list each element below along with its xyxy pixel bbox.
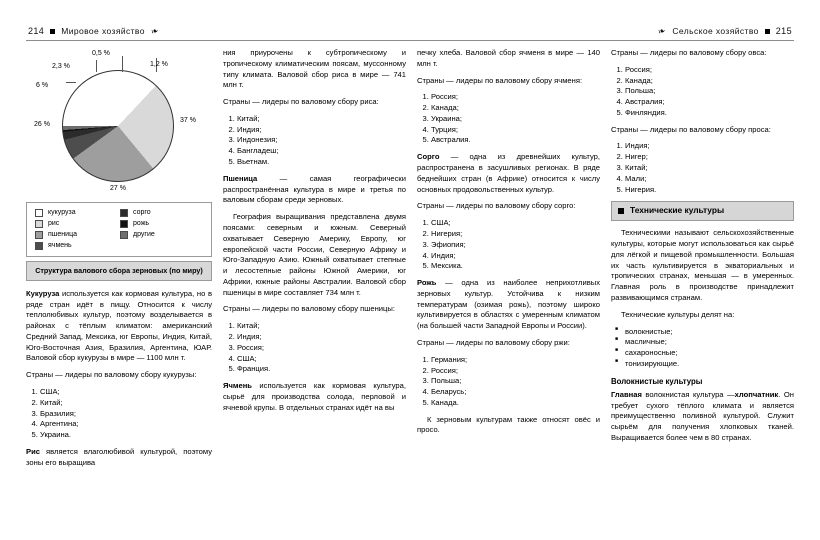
millet-leaders-list bbox=[611, 141, 794, 195]
list-item: 2. Канада; bbox=[625, 76, 794, 87]
term-maize: Кукуруза bbox=[26, 288, 60, 298]
legend-swatch-wheat bbox=[35, 231, 43, 239]
list-item: 4. Мали; bbox=[625, 174, 794, 185]
list-item: 3. Бразилия; bbox=[40, 409, 212, 420]
section-header-label: Технические культуры bbox=[630, 205, 725, 216]
list-item: 1. США; bbox=[40, 387, 212, 398]
legend-label: рис bbox=[48, 219, 60, 227]
paragraph-rye bbox=[417, 278, 600, 332]
list-item: 3. Россия; bbox=[237, 343, 406, 354]
list-item: 1. Россия; bbox=[625, 65, 794, 76]
column-2 bbox=[223, 48, 406, 526]
running-head-left-title: Мировое хозяйство bbox=[61, 26, 145, 36]
legend-item bbox=[35, 208, 120, 219]
square-bullet-icon bbox=[618, 208, 624, 214]
list-item: 5. Нигерия. bbox=[625, 185, 794, 196]
rice-leaders-list bbox=[223, 114, 406, 168]
term-main: Главная bbox=[611, 389, 642, 399]
list-item: 5. Австралия. bbox=[431, 135, 600, 146]
list-item: ■ волокнистые; bbox=[625, 327, 794, 338]
list-item: 5. Мексика. bbox=[431, 261, 600, 272]
page-number-left: 214 bbox=[28, 26, 45, 36]
leaf-icon: ❧ bbox=[149, 24, 161, 37]
maize-leaders-list bbox=[26, 387, 212, 441]
wheat-leaders-list bbox=[223, 321, 406, 375]
list-item: 5. Украина. bbox=[40, 430, 212, 441]
pie-label-rice: 27 % bbox=[110, 185, 126, 192]
paragraph-wheat-text: — самая географически распространённая культура в мире и третья по валовым сборам среди зерновых. bbox=[223, 173, 406, 205]
column-3 bbox=[417, 48, 600, 526]
subsection-title-fiber-crops: Волокнистые культуры bbox=[611, 376, 703, 386]
paragraph-wheat-geography: География выращивания представлена двумя поясами: северным и южным. Северный охватывает Северную Америку, Европу, юг европейской части России, Северную Африку и Юго-Западную Азию. Южный охватывает степные и лесостепные районы Южной Америки, юг Африки, южные районы Австралии. Валовой сбор пшеницы в мире составляет 734 млн т. bbox=[223, 212, 406, 297]
columns-container bbox=[26, 48, 794, 526]
list-item: 5. Канада. bbox=[431, 398, 600, 409]
paragraph-barley-cont: печку хлеба. Валовой сбор ячменя в мире — 140 млн т. bbox=[417, 48, 600, 68]
section-header-technical-crops bbox=[611, 201, 794, 221]
legend-label: другие bbox=[133, 230, 155, 238]
leaf-icon: ❧ bbox=[656, 24, 668, 37]
term-cotton: хлопчатник bbox=[734, 389, 779, 399]
pie-label-sorgo: 2,3 % bbox=[52, 63, 70, 70]
legend-swatch-other bbox=[120, 231, 128, 239]
legend-label: рожь bbox=[133, 219, 150, 227]
list-item: 3. Индонезия; bbox=[237, 135, 406, 146]
list-item: 3. Польша; bbox=[625, 86, 794, 97]
paragraph-wheat bbox=[223, 174, 406, 206]
pie-chart bbox=[26, 48, 212, 200]
list-item: 3. Эфиопия; bbox=[431, 240, 600, 251]
paragraph-other-cereals: К зерновым культурам также относят овёс и просо. bbox=[417, 414, 600, 435]
list-item: 5. Вьетнам. bbox=[237, 157, 406, 168]
running-head-right bbox=[658, 26, 792, 36]
term-wheat: Пшеница bbox=[223, 173, 258, 183]
list-item: 1. США; bbox=[431, 218, 600, 229]
legend-item bbox=[120, 230, 205, 241]
paragraph-rice-text: является влаголюбивой культурой, поэтому зоны его выращива bbox=[26, 446, 212, 467]
square-bullet-icon bbox=[50, 29, 55, 34]
legend-label: сорго bbox=[133, 209, 151, 216]
term-sorgo: Сорго bbox=[417, 152, 440, 162]
barley-leaders-list bbox=[417, 92, 600, 146]
term-barley: Ячмень bbox=[223, 381, 252, 391]
list-item: 2. Индия; bbox=[237, 332, 406, 343]
oats-leaders-list bbox=[611, 65, 794, 119]
term-rice: Рис bbox=[26, 446, 40, 456]
legend-column-right bbox=[120, 208, 205, 251]
list-item: 3. Китай; bbox=[625, 163, 794, 174]
list-item: ■ тонизирующие. bbox=[625, 359, 794, 370]
legend-swatch-maize bbox=[35, 209, 43, 217]
oats-leaders-intro: Страны — лидеры по валовому сбору овса: bbox=[611, 48, 767, 57]
legend-swatch-barley bbox=[35, 242, 43, 250]
list-item: 4. США; bbox=[237, 354, 406, 365]
header-divider bbox=[26, 40, 794, 41]
legend-swatch-sorgo bbox=[120, 209, 128, 217]
legend-label: кукуруза bbox=[48, 209, 76, 216]
running-head-left bbox=[28, 26, 159, 36]
sorgo-leaders-list bbox=[417, 218, 600, 272]
pie-circle bbox=[62, 70, 174, 182]
list-item: ■ сахароносные; bbox=[625, 348, 794, 359]
legend-swatch-rye bbox=[120, 220, 128, 228]
legend-swatch-rice bbox=[35, 220, 43, 228]
list-item: 4. Аргентина; bbox=[40, 419, 212, 430]
running-head-right-title: Сельское хозяйство bbox=[672, 26, 759, 36]
legend-label: ячмень bbox=[48, 241, 72, 249]
leader-line bbox=[122, 56, 123, 72]
list-item: 2. Нигерия; bbox=[431, 229, 600, 240]
paragraph-fiber-mid: волокнистая культура — bbox=[641, 389, 735, 399]
list-item: ■ масличные; bbox=[625, 337, 794, 348]
legend-column-left bbox=[35, 208, 120, 251]
rice-leaders-intro: Страны — лидеры по валовому сбору риса: bbox=[223, 97, 379, 107]
rye-leaders-list bbox=[417, 355, 600, 409]
pie-label-maize: 37 % bbox=[180, 117, 196, 124]
list-item: 4. Индия; bbox=[431, 251, 600, 262]
paragraph-barley-text: используется как кормовая культура, сырьё для производства солода, перловой и ячневой крупы. В отдельных странах идёт на вы bbox=[223, 381, 406, 412]
list-item: 2. Китай; bbox=[40, 398, 212, 409]
legend-item bbox=[35, 241, 120, 252]
legend-label: пшеница bbox=[48, 230, 77, 238]
leader-line bbox=[66, 82, 76, 83]
list-item: 2. Россия; bbox=[431, 366, 600, 377]
legend-item bbox=[120, 219, 205, 230]
paragraph-sorgo-text: — одна из древнейших культур, распространена в засушливых регионах. В ряде беднейших стран (в Африке) относится к числу основных продовольственных культур. bbox=[417, 152, 600, 194]
list-item: 3. Украина; bbox=[431, 114, 600, 125]
list-item: 2. Нигер; bbox=[625, 152, 794, 163]
list-item: 1. Россия; bbox=[431, 92, 600, 103]
paragraph-rice bbox=[26, 447, 212, 469]
legend-item bbox=[35, 230, 120, 241]
pie-label-other: 1,2 % bbox=[150, 61, 168, 68]
paragraph-fiber-crops bbox=[611, 390, 794, 444]
pie-label-wheat: 26 % bbox=[34, 121, 50, 128]
paragraph-sorgo bbox=[417, 152, 600, 195]
rye-leaders-intro: Страны — лидеры по валовому сбору ржи: bbox=[417, 337, 570, 347]
paragraph-barley bbox=[223, 381, 406, 413]
wheat-leaders-intro: Страны — лидеры по валовому сбору пшеницы: bbox=[223, 304, 395, 314]
list-item: 4. Бангладеш; bbox=[237, 146, 406, 157]
millet-leaders-intro: Страны — лидеры по валовому сбору проса: bbox=[611, 124, 771, 134]
paragraph-maize bbox=[26, 289, 212, 364]
sorgo-leaders-intro: Страны — лидеры по валовому сбору сорго: bbox=[417, 201, 576, 211]
pie-label-barley: 6 % bbox=[36, 82, 49, 89]
list-item: 3. Польша; bbox=[431, 376, 600, 387]
list-item: 1. Германия; bbox=[431, 355, 600, 366]
technical-crops-bullets bbox=[611, 327, 794, 370]
square-bullet-icon bbox=[765, 29, 770, 34]
paragraph-rice-cont: ния приурочены к субтропическому и тропическому климатическим поясам, муссонному типу климата. Валовой сбор риса в мире — 741 млн т. bbox=[223, 48, 406, 90]
list-item: 1. Индия; bbox=[625, 141, 794, 152]
leader-line bbox=[96, 60, 97, 72]
list-item: 5. Франция. bbox=[237, 364, 406, 375]
list-item: 4. Австралия; bbox=[625, 97, 794, 108]
term-rye: Рожь bbox=[417, 278, 437, 288]
chart-legend bbox=[26, 202, 212, 257]
pie-label-rye: 0,5 % bbox=[92, 50, 110, 57]
list-item: 5. Финляндия. bbox=[625, 108, 794, 119]
page-number-right: 215 bbox=[775, 26, 792, 36]
legend-item bbox=[120, 208, 205, 219]
list-item: 4. Турция; bbox=[431, 125, 600, 136]
paragraph-technical-crops-1: Техническими называют сельскохозяйственные культуры, которые могут использоваться как сырьё для лёгкой и пищевой промышленности. Большая их часть культивируется в экваториальных и тропических странах, меньшая — в умеренных. Главная роль в производстве принадлежит развивающимся странам. bbox=[611, 228, 794, 302]
column-1 bbox=[26, 48, 212, 526]
paragraph-fiber-text: . Он требует сухого тёплого климата и является преимущественно поливной культурой. Служит сырьём для получения хлопковых тканей. Выращивается более чем в 80 странах. bbox=[611, 389, 794, 442]
paragraph-rye-text: — одна из наиболее неприхотливых зерновых культур. Устойчива к низким температурам (озимая рожь), поэтому широко культивируется в областях с умеренным климатом (на большей части Западной Европы и России). bbox=[417, 278, 600, 331]
list-item: 1. Китай; bbox=[237, 321, 406, 332]
list-item: 2. Канада; bbox=[431, 103, 600, 114]
maize-leaders-intro: Страны — лидеры по валовому сбору кукурузы: bbox=[26, 370, 197, 380]
list-item: 1. Китай; bbox=[237, 114, 406, 125]
list-item: 4. Беларусь; bbox=[431, 387, 600, 398]
paragraph-maize-text: используется как кормовая культура, но в ряде стран идёт в пищу. Относится к числу теплолюбивых культур, поэтому возделывается в районах с тёплым климатом: американский Средний Запад, Мексика, юг Европы, Индия, Китай, Юго-Восточная Азия, Бразилия, Аргентина, ЮАР. Валовой сбор кукурузы в мире — 1100 млн т. bbox=[26, 288, 212, 363]
list-item: 2. Индия; bbox=[237, 125, 406, 136]
chart-caption: Структура валового сбора зерновых (по миру) bbox=[26, 261, 212, 280]
barley-leaders-intro: Страны — лидеры по валовому сбору ячменя: bbox=[417, 75, 583, 85]
paragraph-technical-crops-2: Технические культуры делят на: bbox=[621, 309, 735, 319]
column-4 bbox=[611, 48, 794, 526]
legend-item bbox=[35, 219, 120, 230]
